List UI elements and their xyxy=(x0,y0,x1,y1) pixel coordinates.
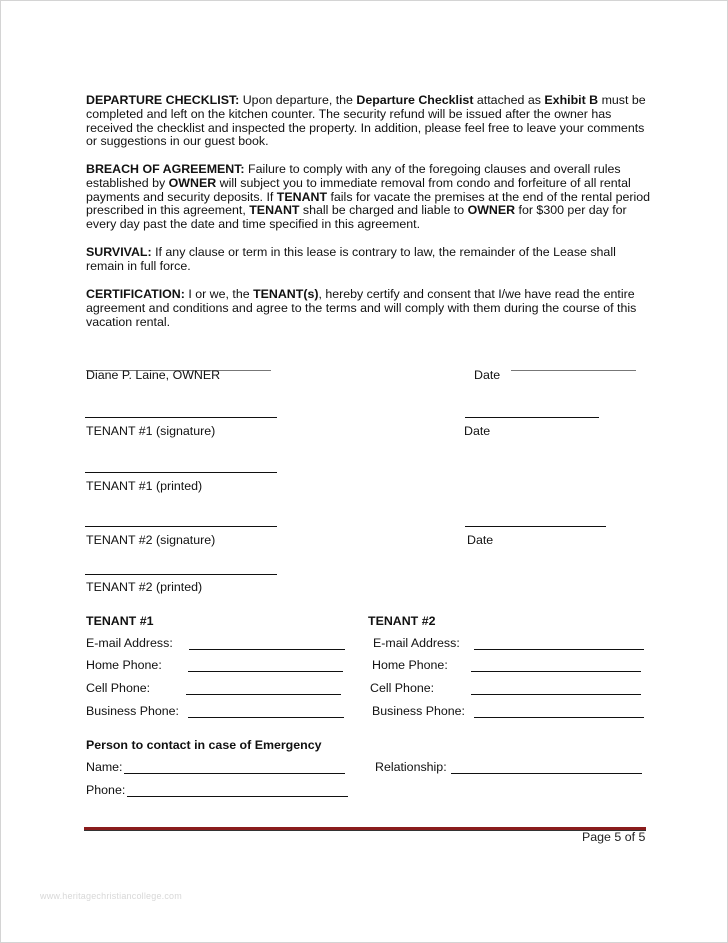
tenant2-cell-phone-field[interactable] xyxy=(471,694,641,695)
tenant2-cell-phone-label: Cell Phone: xyxy=(370,681,435,695)
tenant2-email-field[interactable] xyxy=(474,649,644,650)
breach-paragraph xyxy=(86,163,656,232)
tenant-term: TENANT xyxy=(276,189,328,204)
owner-signature-label: Diane P. Laine, OWNER xyxy=(86,368,221,382)
emergency-relationship-field[interactable] xyxy=(451,773,642,774)
emergency-heading: Person to contact in case of Emergency xyxy=(86,738,322,752)
certification-text-1: I or we, the xyxy=(184,287,254,301)
tenant1-signature-line[interactable] xyxy=(85,417,277,418)
tenant2-email-label: E-mail Address: xyxy=(373,636,460,650)
tenant1-email-label: E-mail Address: xyxy=(86,636,173,650)
breach-text-1: Failure to comply with any of the foregoing clauses and overall rules established by xyxy=(86,162,621,190)
tenant1-signature-label: TENANT #1 (signature) xyxy=(86,424,216,438)
footer-rule xyxy=(84,827,646,831)
emergency-phone-field[interactable] xyxy=(127,796,348,797)
tenant1-business-phone-field[interactable] xyxy=(188,717,344,718)
breach-text-4: shall be charged and liable to xyxy=(299,203,468,218)
departure-text-2: attached as xyxy=(473,93,545,107)
emergency-name-label: Name: xyxy=(86,760,123,774)
tenant1-printed-line[interactable] xyxy=(85,472,277,473)
departure-text-1: Upon departure, the xyxy=(239,93,357,107)
exhibit-b-term: Exhibit B xyxy=(544,93,599,107)
certification-paragraph xyxy=(86,288,656,329)
tenant2-home-phone-label: Home Phone: xyxy=(372,658,448,672)
owner-date-line[interactable] xyxy=(511,370,636,371)
owner-date-label: Date xyxy=(474,368,501,382)
emergency-relationship-label: Relationship: xyxy=(375,760,447,774)
breach-text-3: fails for vacate the premises at the end of the rental period prescribed in this agreement, xyxy=(86,189,651,218)
certification-text-2: , hereby certify and consent that I/we have read the entire agreement and conditions and agree to the terms and will comply with them during the course of this vacation rental. xyxy=(86,287,637,329)
tenant2-business-phone-label: Business Phone: xyxy=(372,704,465,718)
tenant2-printed-line[interactable] xyxy=(85,574,277,575)
survival-heading: SURVIVAL: xyxy=(86,245,152,259)
watermark: www.heritagechristiancollege.com xyxy=(40,891,182,901)
tenants-term: TENANT(s) xyxy=(253,287,319,301)
departure-heading: DEPARTURE CHECKLIST: xyxy=(86,93,240,107)
certification-heading: CERTIFICATION: xyxy=(86,287,185,301)
tenant1-cell-phone-label: Cell Phone: xyxy=(86,681,151,695)
breach-text-2: will subject you to immediate removal from condo and forfeiture of all rental payments and security deposits. If xyxy=(86,175,631,204)
tenant1-home-phone-field[interactable] xyxy=(188,671,343,672)
survival-text: If any clause or term in this lease is contrary to law, the remainder of the Lease shall remain in full force. xyxy=(86,245,616,273)
tenant1-home-phone-label: Home Phone: xyxy=(86,658,162,672)
tenant2-signature-label: TENANT #2 (signature) xyxy=(86,533,216,547)
tenant1-cell-phone-field[interactable] xyxy=(186,694,341,695)
tenant2-business-phone-field[interactable] xyxy=(474,717,644,718)
departure-checklist-paragraph xyxy=(86,94,656,149)
tenant1-business-phone-label: Business Phone: xyxy=(86,704,179,718)
breach-heading: BREACH OF AGREEMENT: xyxy=(86,162,245,176)
tenant2-printed-label: TENANT #2 (printed) xyxy=(86,580,203,594)
tenant1-date-line[interactable] xyxy=(465,417,599,418)
departure-checklist-term: Departure Checklist xyxy=(356,93,474,107)
owner-term: OWNER xyxy=(168,175,217,190)
departure-text-3: must be completed and left on the kitchen counter. The security refund will be issued after the owner has received the checklist and inspected the property. In addition, please feel free to leave your comments or suggestions in our guest book. xyxy=(86,93,646,149)
tenant2-signature-line[interactable] xyxy=(85,526,277,527)
tenant2-date-label: Date xyxy=(467,533,494,547)
tenant-term-2: TENANT xyxy=(249,203,300,218)
tenant1-contact-heading: TENANT #1 xyxy=(86,614,154,628)
breach-text-5: for $300 per day for every day past the date and time specified in this agreement. xyxy=(86,203,627,232)
page-number: Page 5 of 5 xyxy=(582,830,646,844)
tenant2-home-phone-field[interactable] xyxy=(471,671,641,672)
tenant1-email-field[interactable] xyxy=(189,649,345,650)
emergency-phone-label: Phone: xyxy=(86,783,126,797)
tenant1-printed-label: TENANT #1 (printed) xyxy=(86,479,203,493)
tenant1-date-label: Date xyxy=(464,424,491,438)
emergency-name-field[interactable] xyxy=(124,773,345,774)
tenant2-contact-heading: TENANT #2 xyxy=(368,614,436,628)
tenant2-date-line[interactable] xyxy=(465,526,606,527)
owner-term-2: OWNER xyxy=(467,203,516,218)
survival-paragraph xyxy=(86,246,656,274)
